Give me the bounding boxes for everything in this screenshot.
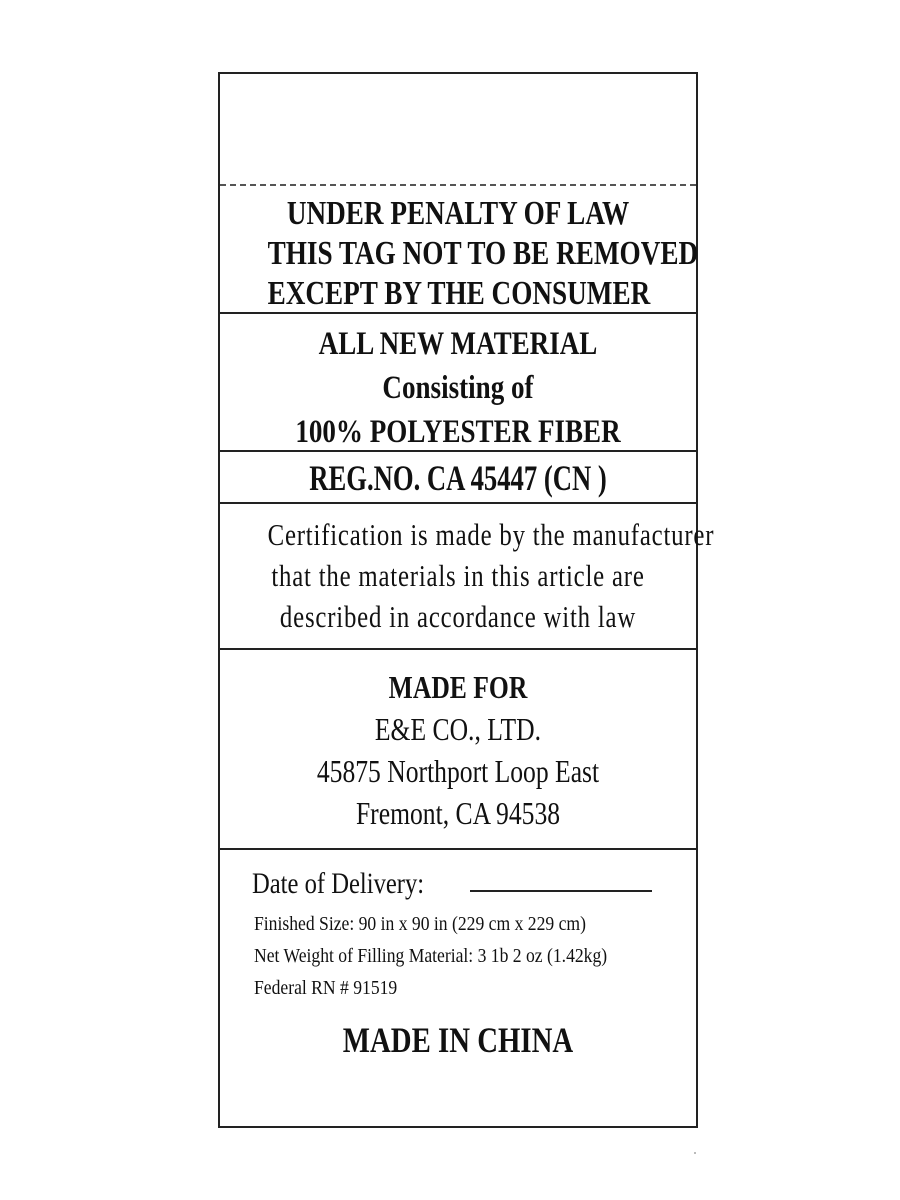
delivery-date-blank: [470, 890, 652, 892]
warning-section: [220, 194, 699, 314]
material-line: 100% POLYESTER FIBER: [295, 414, 621, 450]
company-street: 45875 Northport Loop East: [316, 753, 600, 789]
company-city: Fremont, CA 94538: [355, 795, 561, 831]
material-section: [220, 314, 696, 452]
certification-section: [220, 504, 715, 650]
certification-line: Certification is made by the manufacturer: [267, 517, 715, 552]
federal-rn: Federal RN # 91519: [254, 977, 398, 999]
material-line: ALL NEW MATERIAL: [318, 326, 598, 362]
country-of-origin: MADE IN CHINA: [342, 1020, 574, 1060]
registration-section: [220, 452, 696, 504]
finished-size: Finished Size: 90 in x 90 in (229 cm x 229 cm): [254, 913, 586, 935]
made-for-heading: MADE FOR: [388, 669, 528, 705]
speck: [694, 1152, 696, 1154]
made-for-section: [220, 650, 696, 850]
law-tag: [218, 72, 715, 1128]
material-line: Consisting of: [382, 370, 534, 406]
details-section: [220, 850, 696, 1130]
warning-line: UNDER PENALTY OF LAW: [286, 195, 630, 232]
company-name: E&E CO., LTD.: [374, 711, 542, 747]
certification-line: that the materials in this article are: [271, 558, 645, 593]
warning-line: EXCEPT BY THE CONSUMER: [267, 275, 651, 312]
warning-line: THIS TAG NOT TO BE REMOVED: [267, 235, 699, 272]
certification-line: described in accordance with law: [279, 599, 637, 634]
detail-lines: [254, 908, 655, 1004]
delivery-label: Date of Delivery:: [252, 867, 425, 900]
cut-line-divider: [220, 184, 696, 186]
filling-weight: Net Weight of Filling Material: 3 1b 2 oz (1.42kg): [254, 945, 608, 967]
registration-number: REG.NO. CA 45447 (CN ): [309, 458, 607, 498]
